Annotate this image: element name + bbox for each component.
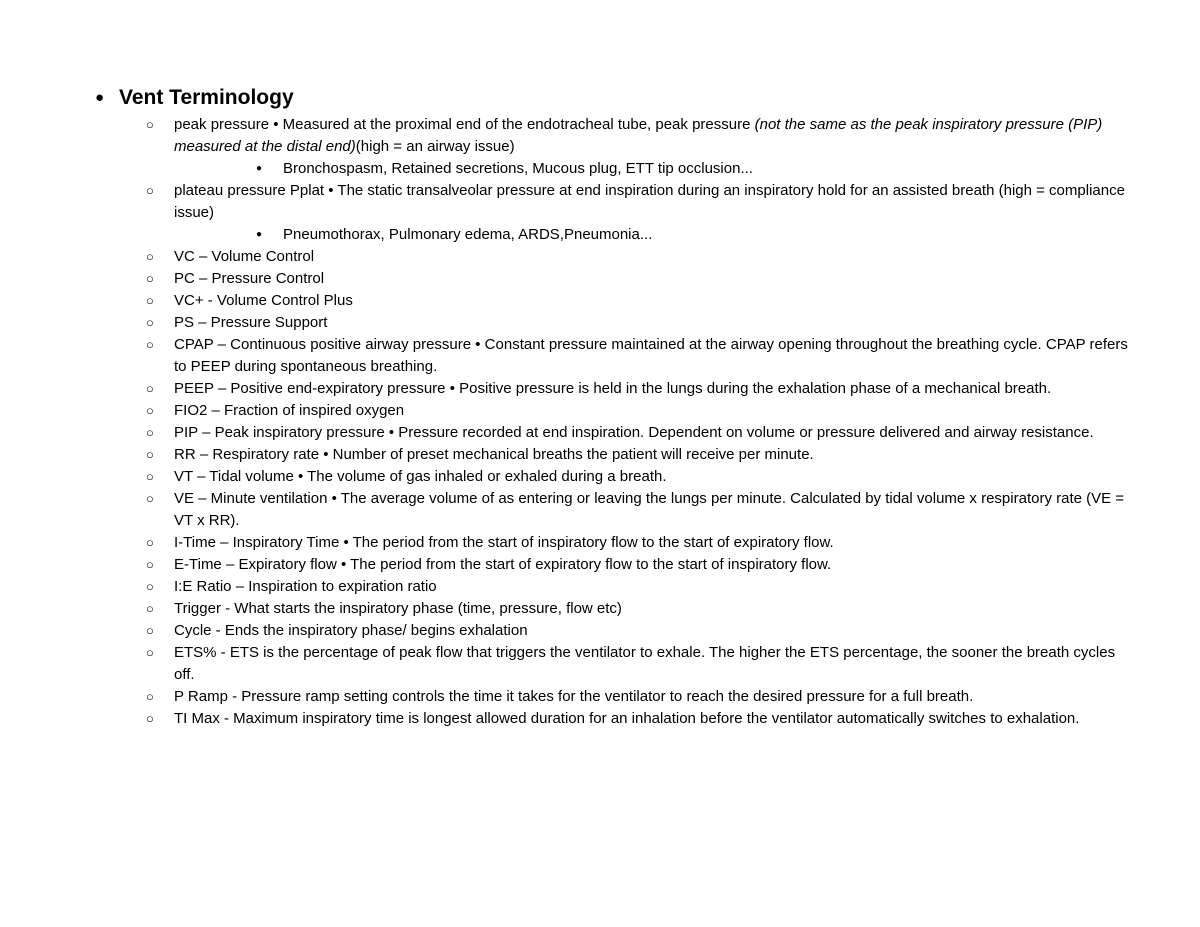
list-item-p-ramp	[146, 686, 1136, 708]
hollow-bullet: ○	[146, 403, 154, 418]
ve-text: VE – Minute ventilation • The average volume of as entering or leaving the lungs per minute. Calculated by tidal volume x respiratory rate (VE = VT x RR).	[174, 490, 1125, 529]
hollow-bullet: ○	[146, 601, 154, 616]
cycle-text: Cycle - Ends the inspiratory phase/ begins exhalation	[174, 622, 528, 639]
list-item-e-time	[146, 554, 1136, 576]
hollow-bullet: ○	[146, 711, 154, 726]
fio2-text: FIO2 – Fraction of inspired oxygen	[174, 402, 405, 419]
list-item-trigger	[146, 598, 1136, 620]
hollow-bullet: ○	[146, 381, 154, 396]
list-item-rr	[146, 444, 1136, 466]
rr-text: RR – Respiratory rate • Number of preset mechanical breaths the patient will receive per minute.	[174, 446, 814, 463]
list-item-ve	[146, 488, 1136, 532]
i-time-text: I-Time – Inspiratory Time • The period from the start of inspiratory flow to the start of expiratory flow.	[174, 534, 834, 551]
filled-bullet: ●	[256, 163, 263, 174]
hollow-bullet: ○	[146, 183, 154, 198]
section-heading	[95, 84, 294, 112]
plateau-causes-text: Pneumothorax, Pulmonary edema, ARDS,Pneumonia...	[283, 226, 653, 243]
hollow-bullet: ○	[146, 249, 154, 264]
heading-title: Vent Terminology	[119, 86, 294, 109]
list-item-vc	[146, 246, 1136, 268]
hollow-bullet: ○	[146, 623, 154, 638]
hollow-bullet: ○	[146, 337, 154, 352]
hollow-bullet: ○	[146, 645, 154, 660]
hollow-bullet: ○	[146, 469, 154, 484]
list-item-cycle	[146, 620, 1136, 642]
peep-text: PEEP – Positive end-expiratory pressure • Positive pressure is held in the lungs during the exhalation phase of a mechanical breath.	[174, 380, 1052, 397]
hollow-bullet: ○	[146, 557, 154, 572]
sub-item-peak-causes	[146, 158, 1136, 180]
ti-max-text: TI Max - Maximum inspiratory time is longest allowed duration for an inhalation before the ventilator automatically switches to exhalation.	[174, 710, 1080, 727]
terminology-list	[146, 114, 1136, 730]
vc-text: VC – Volume Control	[174, 248, 315, 265]
hollow-bullet: ○	[146, 447, 154, 462]
peak-pressure-text: peak pressure • Measured at the proximal end of the endotracheal tube, peak pressure	[174, 116, 755, 133]
hollow-bullet: ○	[146, 689, 154, 704]
list-item-ps	[146, 312, 1136, 334]
hollow-bullet: ○	[146, 271, 154, 286]
peak-causes-text: Bronchospasm, Retained secretions, Mucous plug, ETT tip occlusion...	[283, 160, 753, 177]
ie-ratio-text: I:E Ratio – Inspiration to expiration ratio	[174, 578, 437, 595]
p-ramp-text: P Ramp - Pressure ramp setting controls the time it takes for the ventilator to reach the desired pressure for a full breath.	[174, 688, 974, 705]
list-item-pc	[146, 268, 1136, 290]
hollow-bullet: ○	[146, 535, 154, 550]
peak-pressure-tail: (high = an airway issue)	[355, 138, 515, 155]
pip-text: PIP – Peak inspiratory pressure • Pressure recorded at end inspiration. Dependent on volume or pressure delivered and airway resistance.	[174, 424, 1094, 441]
list-item-plateau-pressure	[146, 180, 1136, 224]
e-time-text: E-Time – Expiratory flow • The period from the start of expiratory flow to the start of inspiratory flow.	[174, 556, 832, 573]
list-item-i-time	[146, 532, 1136, 554]
list-item-pip	[146, 422, 1136, 444]
list-item-fio2	[146, 400, 1136, 422]
pc-text: PC – Pressure Control	[174, 270, 325, 287]
hollow-bullet: ○	[146, 315, 154, 330]
sub-item-plateau-causes	[146, 224, 1136, 246]
list-item-ti-max	[146, 708, 1136, 730]
vt-text: VT – Tidal volume • The volume of gas inhaled or exhaled during a breath.	[174, 468, 667, 485]
hollow-bullet: ○	[146, 117, 154, 132]
list-item-peep	[146, 378, 1136, 400]
vc-plus-text: VC+ - Volume Control Plus	[174, 292, 353, 309]
list-item-vc-plus	[146, 290, 1136, 312]
peak-pressure-note: (not the same as the peak inspiratory pressure (PIP) measured at the distal end)	[174, 116, 1103, 155]
ps-text: PS – Pressure Support	[174, 314, 328, 331]
list-item-cpap	[146, 334, 1136, 378]
hollow-bullet: ○	[146, 293, 154, 308]
ets-text: ETS% - ETS is the percentage of peak flow that triggers the ventilator to exhale. The higher the ETS percentage, the sooner the breath cycles off.	[174, 644, 1116, 683]
cpap-text: CPAP – Continuous positive airway pressure • Constant pressure maintained at the airway opening throughout the breathing cycle. CPAP refers to PEEP during spontaneous breathing.	[174, 336, 1128, 375]
filled-bullet: ●	[256, 229, 263, 240]
list-item-peak-pressure	[146, 114, 1136, 158]
list-item-ets	[146, 642, 1136, 686]
hollow-bullet: ○	[146, 491, 154, 506]
hollow-bullet: ○	[146, 425, 154, 440]
hollow-bullet: ○	[146, 579, 154, 594]
heading-bullet: ●	[95, 89, 105, 106]
list-item-vt	[146, 466, 1136, 488]
trigger-text: Trigger - What starts the inspiratory phase (time, pressure, flow etc)	[174, 600, 622, 617]
plateau-pressure-text: plateau pressure Pplat • The static transalveolar pressure at end inspiration during an inspiratory hold for an assisted breath (high = compliance issue)	[174, 182, 1125, 221]
list-item-ie-ratio	[146, 576, 1136, 598]
